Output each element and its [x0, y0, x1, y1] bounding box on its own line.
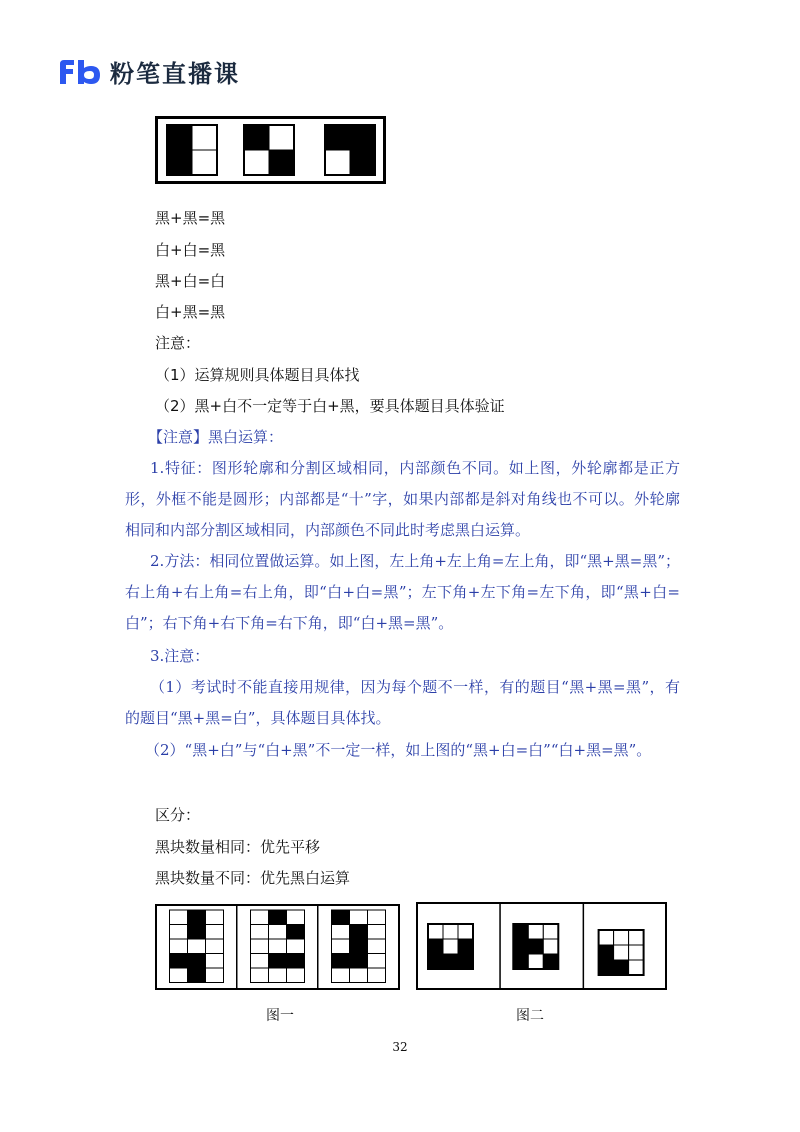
distinguish-diff: 黑块数量不同：优先黑白运算 — [155, 869, 351, 887]
distinguish-label: 区分： — [155, 806, 201, 824]
figure-two-cell — [428, 954, 443, 969]
figure-one-cell — [368, 910, 386, 925]
note-label: 注意： — [155, 334, 201, 352]
figure-one-cell — [188, 968, 206, 983]
figure-one-cell — [287, 939, 305, 954]
caution-heading: 3.注意： — [150, 647, 210, 665]
figure-one-cell — [332, 910, 350, 925]
figure-one-cell — [350, 925, 368, 940]
figure-two-cell — [528, 954, 543, 969]
top-figure-cell — [244, 125, 269, 150]
figure-one-cell — [350, 910, 368, 925]
figure-two-caption: 图二 — [516, 1008, 544, 1024]
figure-one-cell — [206, 968, 224, 983]
top-figure-cell — [350, 125, 375, 150]
figure-two-divider — [583, 903, 585, 989]
figure-two-cell — [629, 945, 644, 960]
top-figure-cell — [325, 150, 350, 175]
figure-one-cell — [269, 925, 287, 940]
figure-one-cell — [350, 968, 368, 983]
figure-one-cell — [368, 925, 386, 940]
figure-one-cell — [188, 939, 206, 954]
figure-one-cell — [206, 925, 224, 940]
figure-one-cell — [170, 939, 188, 954]
rule-line-4: 白+黑=黑 — [155, 303, 226, 321]
rule-line-1: 黑+黑=黑 — [155, 209, 226, 227]
figure-two-cell — [614, 960, 629, 975]
figure-two-cell — [528, 939, 543, 954]
figure-two-cell — [528, 924, 543, 939]
figure-one-cell — [287, 910, 305, 925]
figure-one-caption: 图一 — [266, 1008, 294, 1024]
figure-two-divider — [499, 903, 501, 989]
figure-one-cell — [368, 939, 386, 954]
figure-one-cell — [170, 954, 188, 969]
brand-name: 粉笔直播课 — [110, 60, 240, 88]
figure-one-cell — [188, 910, 206, 925]
top-figure-cell — [192, 125, 217, 150]
figure-one-cell — [269, 954, 287, 969]
figure-two-cell — [599, 960, 614, 975]
top-figure-cell — [167, 150, 192, 175]
note-2: （2）黑+白不一定等于白+黑，要具体题目具体验证 — [155, 397, 505, 415]
figure-two-cell — [513, 924, 528, 939]
figure-two-cell — [599, 945, 614, 960]
feature-paragraph: 1.特征：图形轮廓和分割区域相同，内部颜色不同。如上图，外轮廓都是正方形，外框不能是圆形；内部都是“十”字，如果内部都是斜对角线也不可以。外轮廓相同和内部分割区域相同，内部颜色不同此时考虑黑白运算。 — [125, 459, 680, 539]
method-paragraph: 2.方法：相同位置做运算。如上图，左上角+左上角=左上角，即“黑+黑=黑”；右上角+右上角=右上角，即“白+白=黑”；左下角+左下角=左下角，即“黑+白=白”；右下角+右下角=右下角，即“白+黑=黑”。 — [125, 552, 680, 632]
figure-one-cell — [368, 954, 386, 969]
figure-two-cell — [443, 939, 458, 954]
blue-heading: 【注意】黑白运算： — [148, 428, 284, 446]
figure-one-cell — [251, 925, 269, 940]
rule-line-2: 白+白=黑 — [155, 241, 226, 259]
top-figure-cell — [269, 125, 294, 150]
figure-one-cell — [170, 910, 188, 925]
top-figure-cell — [192, 150, 217, 175]
figure-one-cell — [287, 968, 305, 983]
figure-two-cell — [443, 924, 458, 939]
top-figure-cell — [325, 125, 350, 150]
figure-one-cell — [287, 954, 305, 969]
figure-one-cell — [251, 910, 269, 925]
figure-two-cell — [629, 960, 644, 975]
figure-one-cell — [188, 925, 206, 940]
figure-two-cell — [513, 939, 528, 954]
figure-one-cell — [251, 954, 269, 969]
figure-two-cell — [428, 924, 443, 939]
figure-two-cell — [543, 954, 558, 969]
caution-1: （1）考试时不能直接用规律，因为每个题不一样，有的题目“黑+黑=黑”，有的题目“黑+黑=白”，具体题目具体找。 — [125, 678, 680, 727]
top-figure-cell — [350, 150, 375, 175]
figure-one-cell — [170, 968, 188, 983]
figure-two-cell — [443, 954, 458, 969]
figure-two-cell — [428, 939, 443, 954]
figure-two-cell — [614, 945, 629, 960]
figure-two-cell — [458, 939, 473, 954]
figure-two-cell — [458, 924, 473, 939]
figure-one-cell — [350, 939, 368, 954]
figure-two-cell — [629, 930, 644, 945]
figure-two — [416, 902, 667, 990]
figure-one-cell — [269, 939, 287, 954]
figure-one-cell — [332, 954, 350, 969]
figure-one-divider — [317, 905, 319, 989]
figure-one-cell — [188, 954, 206, 969]
figure-one-cell — [206, 910, 224, 925]
top-figure-black-white — [155, 116, 386, 184]
figure-one — [155, 904, 400, 990]
figure-one-cell — [269, 910, 287, 925]
top-figure-cell — [167, 125, 192, 150]
distinguish-same: 黑块数量相同：优先平移 — [155, 838, 321, 856]
top-figure-cell — [269, 150, 294, 175]
figure-one-cell — [287, 925, 305, 940]
figure-two-cell — [513, 954, 528, 969]
figure-one-cell — [251, 939, 269, 954]
page-number: 32 — [392, 1040, 408, 1054]
figure-one-cell — [332, 968, 350, 983]
figure-two-cell — [614, 930, 629, 945]
figure-one-cell — [350, 954, 368, 969]
note-1: （1）运算规则具体题目具体找 — [155, 366, 360, 384]
figure-one-cell — [206, 954, 224, 969]
fb-logo-icon — [58, 58, 102, 86]
figure-one-divider — [236, 905, 238, 989]
figure-one-cell — [206, 939, 224, 954]
figure-one-cell — [251, 968, 269, 983]
figure-two-cell — [543, 939, 558, 954]
figure-one-cell — [332, 939, 350, 954]
figure-two-cell — [599, 930, 614, 945]
figure-one-cell — [269, 968, 287, 983]
brand-logo — [58, 54, 240, 89]
figure-one-cell — [170, 925, 188, 940]
caution-2: （2）“黑+白”与“白+黑”不一定一样，如上图的“黑+白=白”“白+黑=黑”。 — [145, 741, 652, 759]
figure-two-cell — [458, 954, 473, 969]
figure-two-cell — [543, 924, 558, 939]
figure-one-cell — [368, 968, 386, 983]
rule-line-3: 黑+白=白 — [155, 272, 226, 290]
figure-one-cell — [332, 925, 350, 940]
top-figure-cell — [244, 150, 269, 175]
